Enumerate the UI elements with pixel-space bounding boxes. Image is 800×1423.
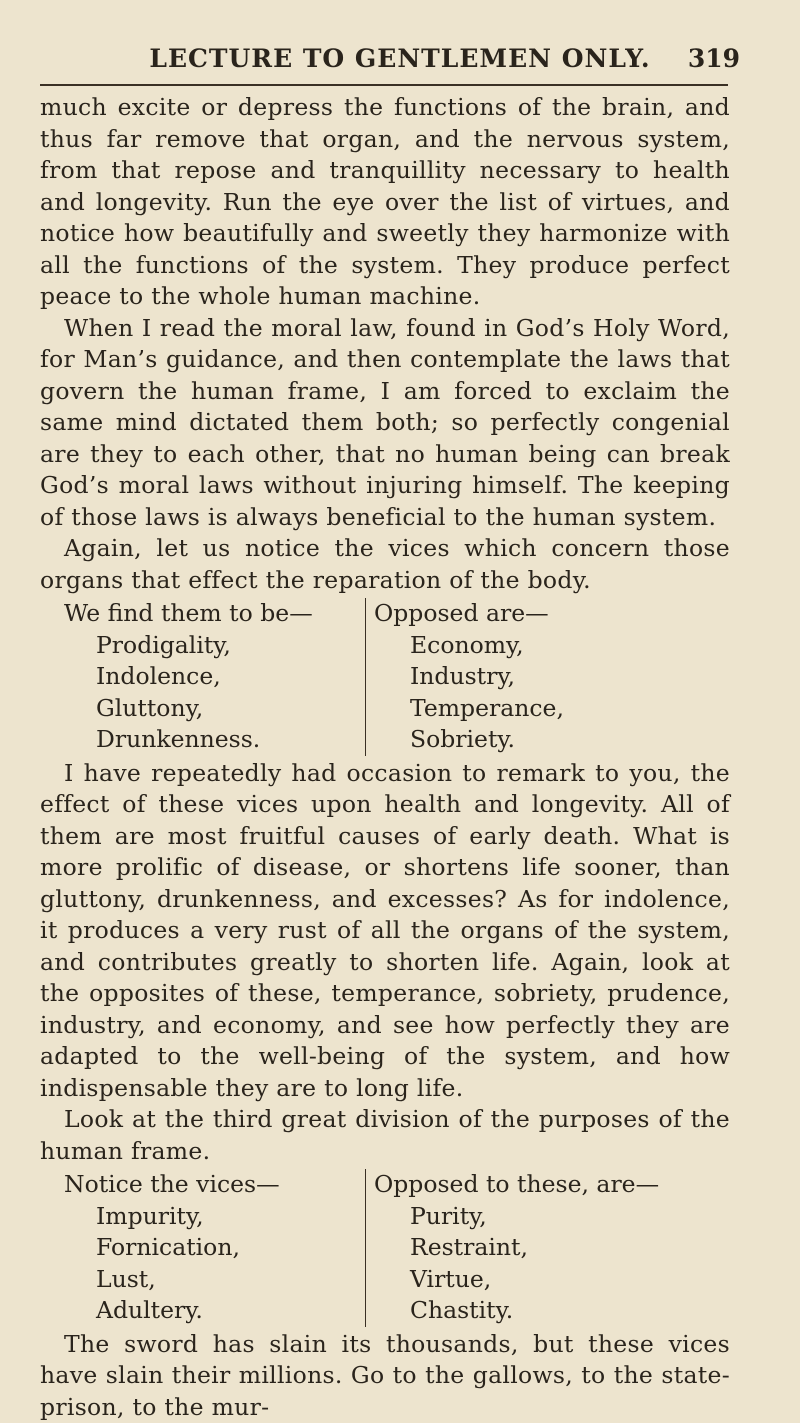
list-item: Prodigality, xyxy=(40,630,365,662)
virtues-column xyxy=(365,598,690,756)
list-item: Sobriety. xyxy=(374,724,690,756)
list-item: Restraint, xyxy=(374,1232,690,1264)
paragraph: The sword has slain its thousands, but these vices have slain their millions. Go to the gallows, to the state-prison, to the mur- xyxy=(40,1329,730,1423)
vices-virtues-table-2 xyxy=(40,1169,730,1327)
list-item: Lust, xyxy=(40,1264,365,1296)
vices-column xyxy=(40,1169,365,1327)
list-item: Chastity. xyxy=(374,1295,690,1327)
list-item: Economy, xyxy=(374,630,690,662)
page-number: 319 xyxy=(688,44,740,73)
list-item: Temperance, xyxy=(374,693,690,725)
column-heading: Opposed to these, are— xyxy=(374,1169,690,1201)
vices-virtues-table-1 xyxy=(40,598,730,756)
list-item: Impurity, xyxy=(40,1201,365,1233)
list-item: Industry, xyxy=(374,661,690,693)
list-item: Drunkenness. xyxy=(40,724,365,756)
paragraph: I have repeatedly had occasion to remark to you, the effect of these vices upon health and longevity. All of them are most fruitful causes of early death. What is more prolific of disease, or shortens life sooner, than gluttony, drunkenness, and excesses? As for indolence, it produces a very rust of all the organs of the system, and contributes greatly to shorten life. Again, look at the opposites of these, temperance, sobriety, prudence, industry, and economy, and see how perfectly they are adapted to the well-being of the system, and how indispensable they are to long life. xyxy=(40,758,730,1105)
list-item: Gluttony, xyxy=(40,693,365,725)
page-header xyxy=(0,40,800,80)
list-item: Fornication, xyxy=(40,1232,365,1264)
paragraph: When I read the moral law, found in God’s Holy Word, for Man’s guidance, and then contemplate the laws that govern the human frame, I am forced to exclaim the same mind dictated them both; so perfectly congenial are they to each other, that no human being can break God’s moral laws without injuring himself. The keeping of those laws is always beneficial to the human system. xyxy=(40,313,730,534)
virtues-column xyxy=(365,1169,690,1327)
column-heading: Opposed are— xyxy=(374,598,690,630)
column-heading: We find them to be— xyxy=(40,598,365,630)
paragraph: Look at the third great division of the purposes of the human frame. xyxy=(40,1104,730,1167)
list-item: Purity, xyxy=(374,1201,690,1233)
page-body xyxy=(40,92,730,1423)
paragraph: Again, let us notice the vices which concern those organs that effect the reparation of the body. xyxy=(40,533,730,596)
list-item: Indolence, xyxy=(40,661,365,693)
list-item: Adultery. xyxy=(40,1295,365,1327)
vices-column xyxy=(40,598,365,756)
header-rule xyxy=(40,84,728,86)
paragraph: much excite or depress the functions of the brain, and thus far remove that organ, and the nervous system, from that repose and tranquillity necessary to health and longevity. Run the eye over the list of virtues, and notice how beautifully and sweetly they harmonize with all the functions of the system. They produce perfect peace to the whole human machine. xyxy=(40,92,730,313)
column-heading: Notice the vices— xyxy=(40,1169,365,1201)
running-title: LECTURE TO GENTLEMEN ONLY. xyxy=(0,44,800,73)
list-item: Virtue, xyxy=(374,1264,690,1296)
